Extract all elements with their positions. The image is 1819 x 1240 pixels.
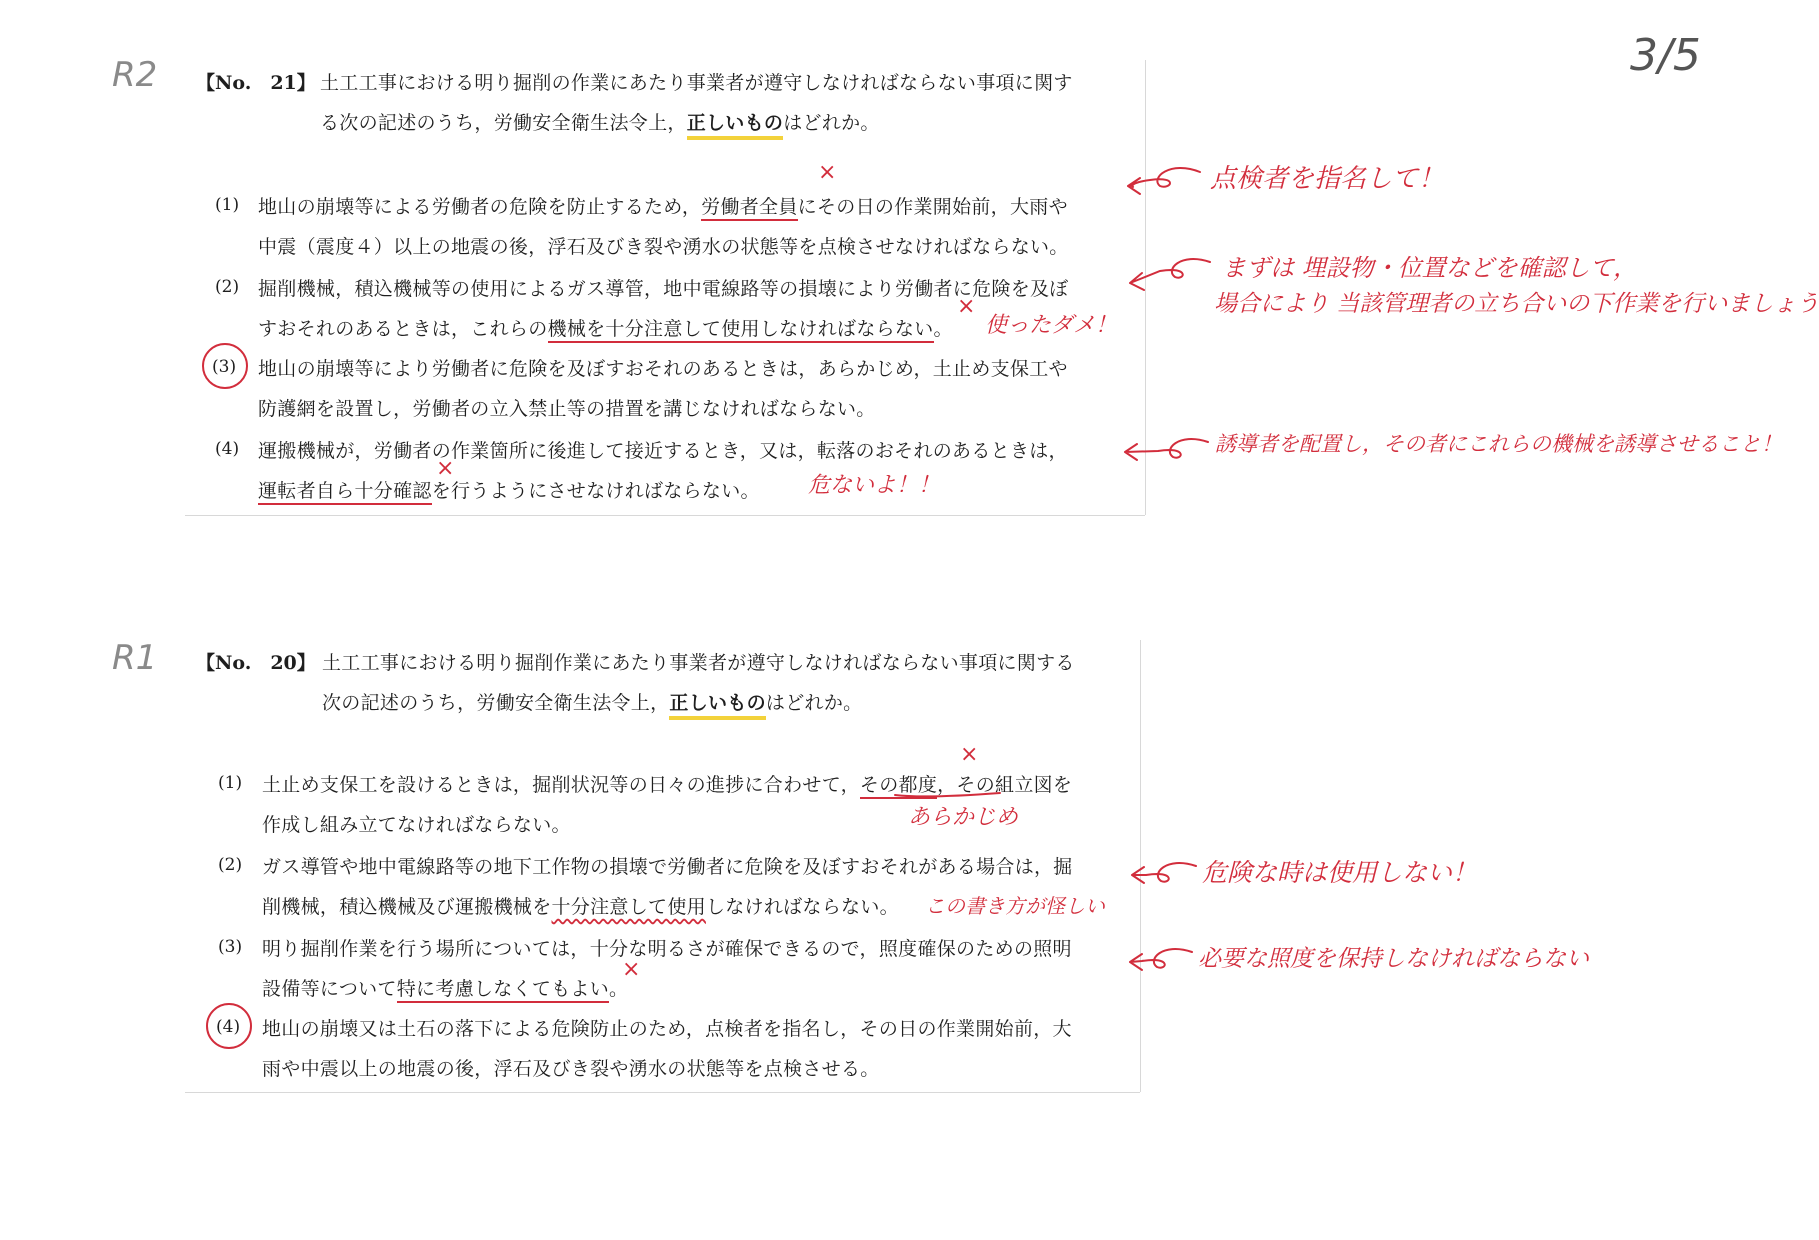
arrow-note1: [1128, 168, 1200, 194]
question-21-stem-line1: 土工工事における明り掘削の作業にあたり事業者が遵守しなければならない事項に関す: [320, 72, 1073, 94]
q21-option2-number: (2): [215, 277, 240, 297]
q20-option1-correction: あらかじめ: [908, 805, 1019, 830]
q20-option1-error-underline: その都度: [860, 774, 937, 799]
q20-option4-line2: 雨や中震以上の地震の後，浮石及びき裂や湧水の状態等を点検させる。: [262, 1058, 880, 1080]
arrow-note4: [1125, 439, 1208, 460]
q21-option1-line1: 地山の崩壊等による労働者の危険を防止するため，労働者全員にその日の作業開始前，大雨や: [258, 192, 1068, 219]
q20-option1-line2: 作成し組み立てなければならない。: [262, 814, 571, 836]
q21-note2-line1: まずは 埋設物・位置などを確認して，: [1222, 254, 1638, 282]
q21-option2-line2: すおそれのあるときは，これらの機械を十分注意して使用しなければならない。: [258, 314, 953, 341]
q21-option3-line2: 防護網を設置し，労働者の立入禁止等の措置を講じなければならない。: [258, 398, 876, 420]
q21-option2-line1: 掘削機械，積込機械等の使用によるガス導管，地中電線路等の損壊により労働者に危険を及ぼ: [258, 278, 1069, 300]
question-20-stem-line2: 次の記述のうち，労働安全衛生法令上，正しいものはどれか。: [322, 688, 862, 715]
q20-option2-line1: ガス導管や地中電線路等の地下工作物の損壊で労働者に危険を及ぼすおそれがある場合は，掘: [262, 856, 1073, 878]
q21-note2-line2: 場合により 当該管理者の立ち合いの下作業を行いましょう: [1214, 291, 1819, 317]
arrow-note2: [1130, 259, 1210, 290]
q20-option4-number: (4): [216, 1017, 241, 1037]
year-label-r2: R2: [112, 55, 158, 95]
year-label-r1: R1: [112, 638, 158, 678]
q21-option2-inline-note: 使ったダメ！: [985, 313, 1118, 338]
q20-option1-number: (1): [218, 773, 243, 793]
q21-note4: 誘導者を配置し，その者にこれらの機械を誘導させること！: [1215, 432, 1782, 456]
correct-one-highlight: 正しいもの: [687, 112, 784, 140]
q20-option3-line1: 明り掘削作業を行う場所については，十分な明るさが確保できるので，照度確保のための照明: [262, 938, 1072, 960]
q20-option3-line2: 設備等について特に考慮しなくてもよい。: [262, 974, 628, 1001]
question-20-stem-line1: 土工工事における明り掘削作業にあたり事業者が遵守しなければならない事項に関する: [322, 652, 1075, 674]
q21-option1-x-mark: ×: [818, 160, 837, 185]
question-21-stem-line2: る次の記述のうち，労働安全衛生法令上，正しいものはどれか。: [320, 108, 880, 135]
q21-option4-error-underline: 運転者自ら十分確認: [258, 480, 432, 505]
q20-option2-wavy-underline: 十分注意して使用: [551, 896, 706, 918]
q20-option4-line1: 地山の崩壊又は土石の落下による危険防止のため，点検者を指名し，その日の作業開始前，大: [262, 1018, 1072, 1040]
q21-option3-number: (3): [212, 357, 237, 377]
q20-option3-x-mark: ×: [622, 957, 641, 982]
q20-option1-line1: 土止め支保工を設けるときは，掘削状況等の日々の進捗に合わせて，その都度，その組立図を: [262, 770, 1072, 797]
q21-option4-line2: 運転者自ら十分確認を行うようにさせなければならない。: [258, 476, 760, 503]
q21-option4-line1: 運搬機械が，労働者の作業箇所に後進して接近するとき，又は，転落のおそれのあるときは，: [258, 440, 1068, 462]
q21-option2-error-underline: 機械を十分注意して使用しなければならない: [548, 318, 934, 343]
q20-option2-number: (2): [218, 855, 243, 875]
q20-option3-number: (3): [218, 937, 243, 957]
question-number-21: 【No. 21】: [196, 72, 316, 94]
q21-option2-x-mark: ×: [957, 294, 976, 319]
q20-option2-inline-note: この書き方が怪しい: [925, 894, 1105, 918]
q20-option2-note: 危険な時は使用しない！: [1202, 858, 1478, 887]
q20-option3-note: 必要な照度を保持しなければならない: [1198, 946, 1589, 972]
q21-option1-error-underline: 労働者全員: [701, 196, 798, 221]
q21-option4-inline-note: 危ないよ！！: [808, 473, 941, 498]
q20-option1-x-mark: ×: [960, 742, 979, 767]
underline-q20-correction: [895, 793, 1000, 796]
q21-option1-line2: 中震（震度４）以上の地震の後，浮石及びき裂や湧水の状態等を点検させなければならない。: [258, 236, 1069, 258]
q21-note1: 点検者を指名して！: [1210, 164, 1445, 194]
q20-option2-line2: 削機械，積込機械及び運搬機械を十分注意して使用しなければならない。: [262, 896, 899, 918]
q21-option4-number: (4): [215, 439, 240, 459]
q21-option1-number: (1): [215, 195, 240, 215]
q21-option4-x-mark: ×: [436, 456, 455, 481]
arrow-q20-note3: [1130, 949, 1192, 970]
correct-one-highlight-2: 正しいもの: [669, 692, 766, 720]
page-number: 3/5: [1630, 30, 1701, 81]
q21-option3-line1: 地山の崩壊等により労働者に危険を及ぼすおそれのあるときは，あらかじめ，土止め支保工や: [258, 358, 1068, 380]
question-number-20: 【No. 20】: [196, 652, 316, 674]
arrow-q20-note2: [1132, 863, 1196, 883]
q20-option3-error-underline: 特に考慮しなくてもよい: [397, 978, 609, 1003]
